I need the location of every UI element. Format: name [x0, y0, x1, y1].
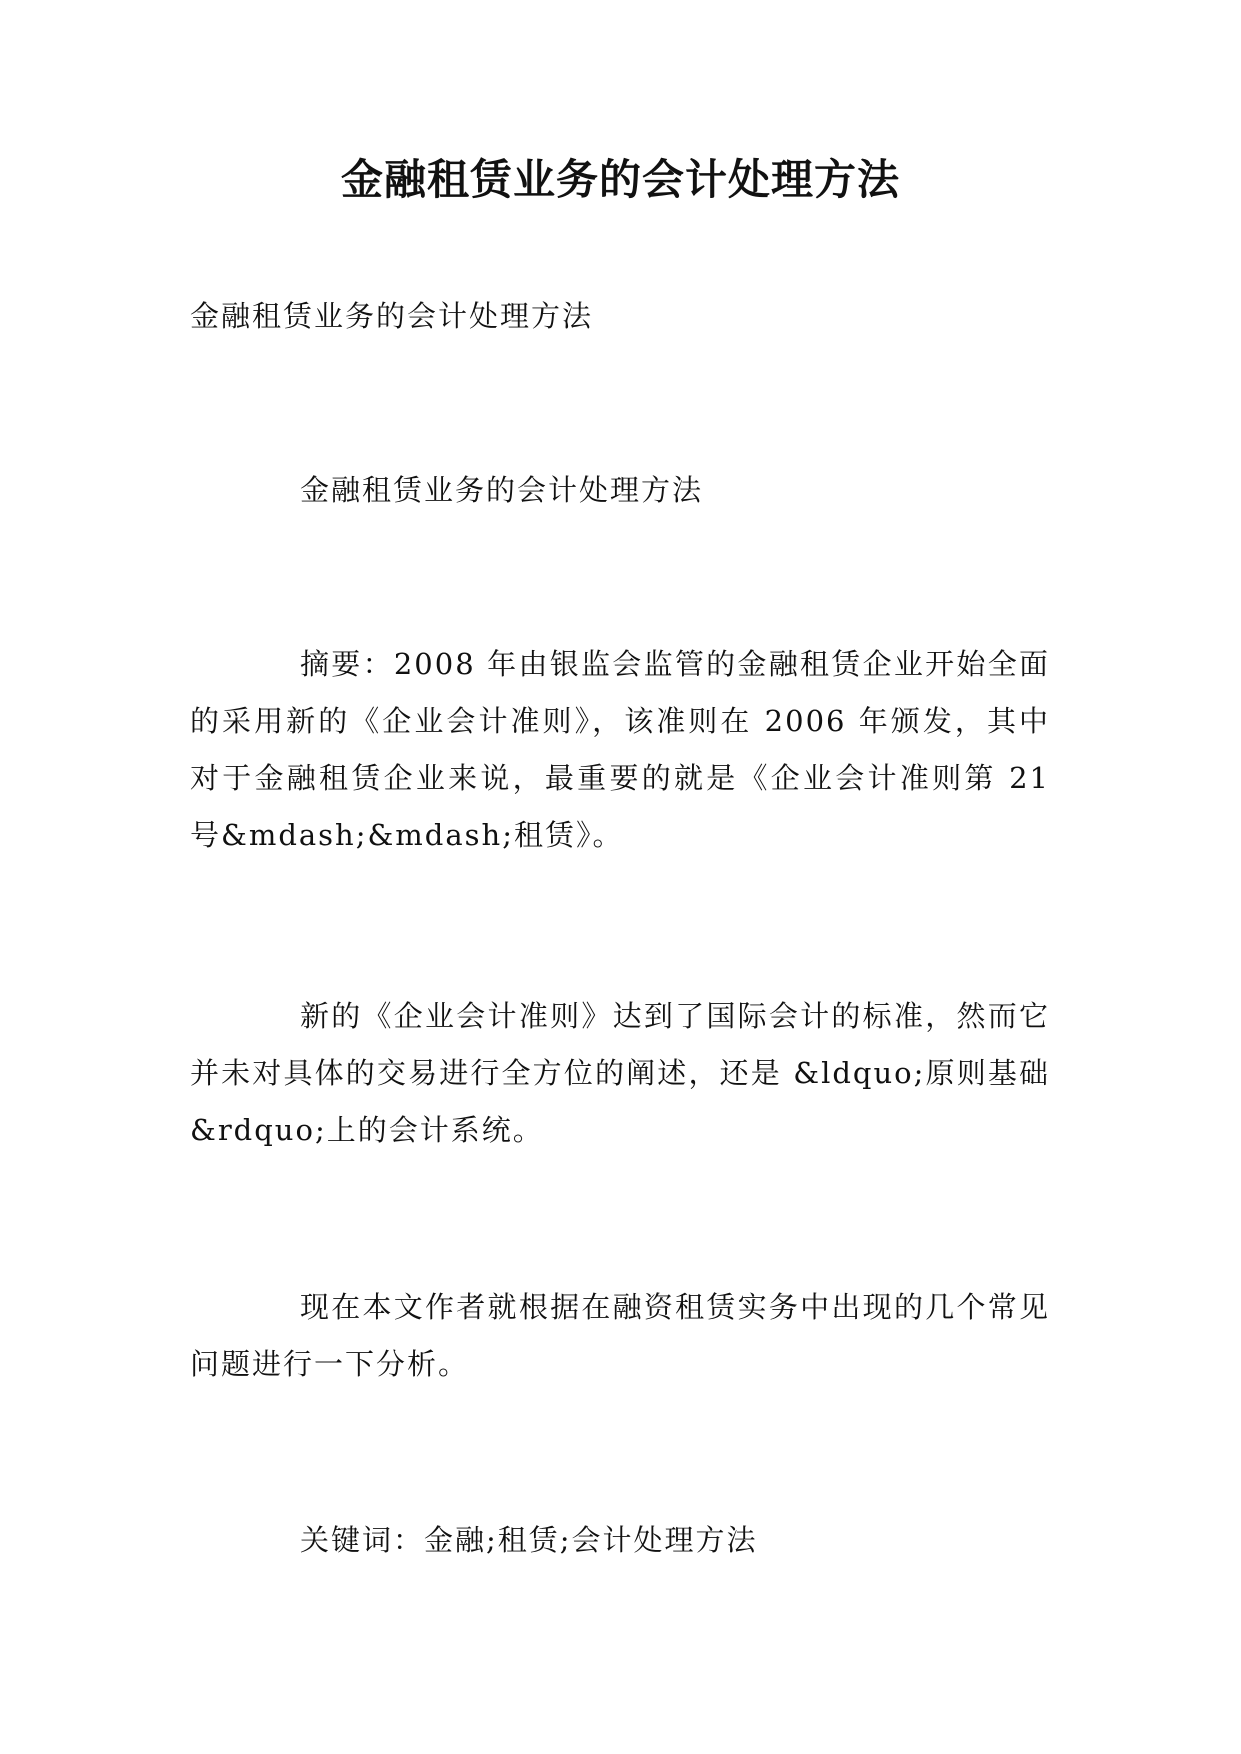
body-paragraph-2: 现在本文作者就根据在融资租赁实务中出现的几个常见问题进行一下分析。	[190, 1290, 1050, 1381]
abstract-paragraph: 摘要：2008 年由银监会监管的金融租赁企业开始全面的采用新的《企业会计准则》，该准则在 2006 年颁发，其中对于金融租赁企业来说，最重要的就是《企业会计准则第 21 号&mdash;&mdash;租赁》。	[190, 647, 1050, 852]
body-paragraph-1: 新的《企业会计准则》达到了国际会计的标准，然而它并未对具体的交易进行全方位的阐述，还是 &ldquo;原则基础&rdquo;上的会计系统。	[190, 999, 1050, 1147]
subtitle-paragraph: 金融租赁业务的会计处理方法	[190, 299, 594, 333]
document-title: 金融租赁业务的会计处理方法	[340, 155, 900, 204]
heading-paragraph: 金融租赁业务的会计处理方法	[300, 473, 704, 507]
keywords-paragraph: 关键词：金融;租赁;会计处理方法	[300, 1523, 758, 1557]
